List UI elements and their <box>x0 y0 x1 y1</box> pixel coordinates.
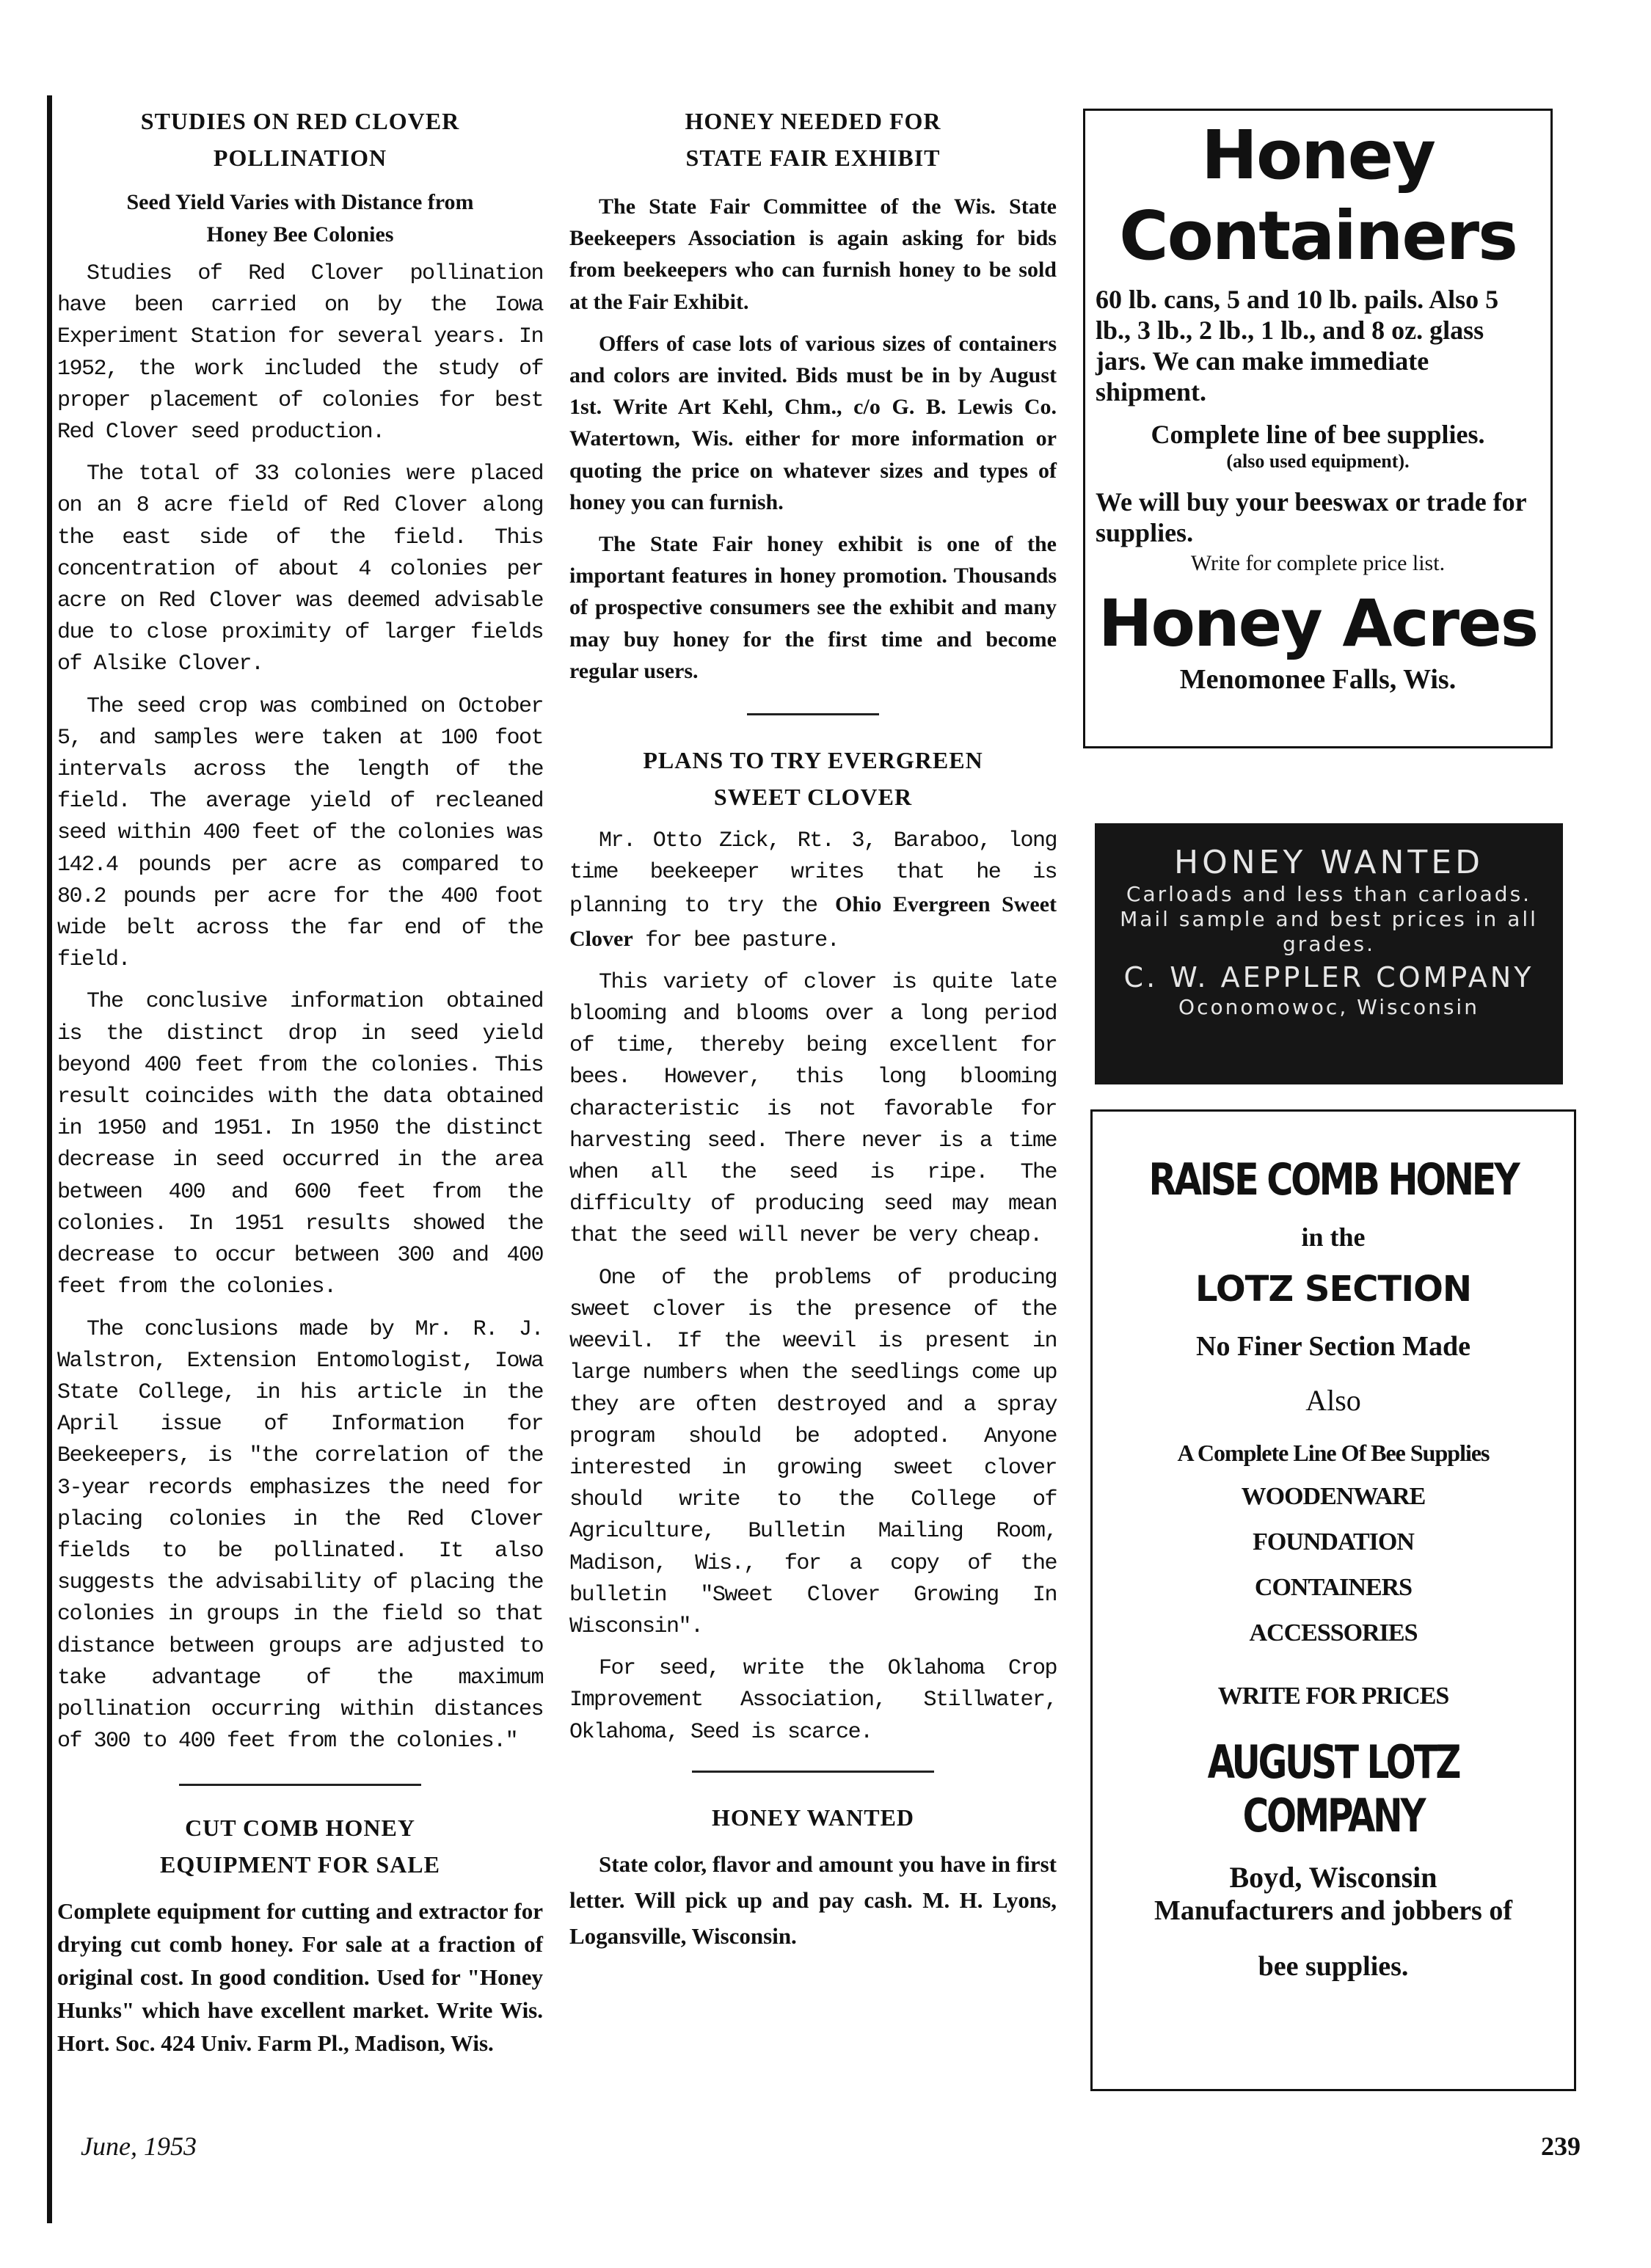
column-middle <box>569 103 1057 1964</box>
article-title: STUDIES ON RED CLOVER <box>140 108 460 134</box>
ad-text: in the <box>1301 1222 1366 1252</box>
ad-text: WRITE FOR PRICES <box>1217 1682 1449 1710</box>
article-body <box>569 191 1057 687</box>
divider <box>179 1784 421 1786</box>
paragraph: The State Fair Committee of the Wis. State Beekeepers Association is again asking for bids from beekeepers who can furnish honey to be sold at the Fair Exhibit. <box>569 194 1057 314</box>
ad-text: Carloads and less than carloads. Mail sample and best prices in all grades. <box>1120 882 1538 956</box>
paragraph: The seed crop was combined on October 5, and samples were taken at 100 foot intervals across the length of the field. The average yield of recleaned seed within 400 feet of the colonies was 142.4 pounds per acre as compared to 80.2 pounds per acre for the 400 foot wide belt across the far end of the field. <box>57 693 543 973</box>
paragraph: The conclusions made by Mr. R. J. Walstron, Extension Entomologist, Iowa State College, in his article in the April issue of Information for Beekeepers, is "the correlation of the 3-year records emphasizes the need for placing colonies in the Red Clover fields to be pollinated. It also suggests the advisability of placing the colonies in groups in the field so that distance between groups are adjusted to take advantage of the maximum pollination occurring within distances of 300 to 400 feet from the colonies." <box>57 1316 543 1754</box>
ad-brand: Honey Acres <box>1098 586 1538 661</box>
ad-location: Oconomowoc, Wisconsin <box>1178 995 1479 1019</box>
ad-location: Menomonee Falls, Wis. <box>1179 664 1457 695</box>
ad-title: Honey <box>1200 116 1435 194</box>
divider <box>692 1771 934 1773</box>
paragraph: Offers of case lots of various sizes of containers and colors are invited. Bids must be in by August 1st. Write Art Kehl, Chm., c/o G. B. Lewis Co. Watertown, Wis. either for more information or quoting the price on whatever sizes and types of honey you can furnish. <box>569 331 1057 514</box>
ad-item: CONTAINERS <box>1254 1574 1413 1601</box>
article-title: SWEET CLOVER <box>713 784 913 811</box>
article-body <box>57 258 543 1757</box>
paragraph: For seed, write the Oklahoma Crop Improvement Association, Stillwater, Oklahoma, Seed is scarce. <box>569 1656 1057 1745</box>
subtitle-line: Seed Yield Varies with Distance from <box>126 190 474 214</box>
article-body <box>57 1895 543 2060</box>
paragraph: Complete equipment for cutting and extractor for drying cut comb honey. For sale at a fraction of original cost. In good condition. Used for "Honey Hunks" which have excellent market. Write Wis. Hort. Soc. 424 Univ. Farm Pl., Madison, Wis. <box>57 1898 543 2057</box>
article-subtitle <box>57 186 543 251</box>
article-title: PLANS TO TRY EVERGREEN <box>643 747 983 774</box>
ad-text: No Finer Section Made <box>1196 1331 1470 1362</box>
ad-company: AUGUST LOTZ COMPANY <box>1207 1735 1459 1842</box>
ad-text: Write for complete price list. <box>1190 551 1446 575</box>
paragraph: Studies of Red Clover pollination have been carried on by the Iowa Experiment Station for several years. In 1952, the work included the study of proper placement of colonies for best Red Clover seed production. <box>57 261 543 445</box>
ad-company: C. W. AEPPLER COMPANY <box>1123 961 1534 993</box>
left-margin-rule <box>47 95 52 2223</box>
column-left <box>57 103 543 2070</box>
ad-text: A Complete Line Of Bee Supplies <box>1177 1440 1490 1466</box>
paragraph <box>569 825 1057 957</box>
ad-title: HONEY WANTED <box>1174 844 1484 881</box>
paragraph: One of the problems of producing sweet clover is the presence of the weevil. If the weevil is present in large numbers when the seedlings come up they are often destroyed and a spray program should be adopted. Anyone interested in growing sweet clover should write to the College of Agriculture, Bulletin Mailing Room, Madison, Wis., for a copy of the bulletin "Sweet Clover Growing In Wisconsin". <box>569 1265 1057 1639</box>
ad-honey-containers <box>1083 109 1553 748</box>
ad-item: FOUNDATION <box>1253 1528 1414 1556</box>
ad-text: bee supplies. <box>1258 1951 1409 1982</box>
article-title: HONEY NEEDED FOR <box>685 108 941 134</box>
ad-headline: RAISE COMB HONEY <box>1148 1154 1518 1206</box>
page-number: 239 <box>1541 2132 1581 2161</box>
emphasis-text: Ohio Evergreen Sweet Clover <box>569 892 1057 951</box>
article-body <box>569 825 1057 1749</box>
ad-location: Boyd, Wisconsin <box>1229 1861 1437 1894</box>
paragraph: The total of 33 colonies were placed on an 8 acre field of Red Clover along the east side of the field. This concentration of about 4 colonies per acre on Red Clover was deemed advisable due to close proximity of larger fields of Alsike Clover. <box>57 462 543 677</box>
text-run: for bee pasture. <box>633 927 839 953</box>
paragraph: The State Fair honey exhibit is one of the important features in honey promotion. Thousands of prospective consumers see the exhibit and many may buy honey for the first time and become regular users. <box>569 532 1057 683</box>
article-title: CUT COMB HONEY <box>185 1815 415 1842</box>
ad-title: Containers <box>1119 197 1517 275</box>
divider <box>747 713 879 715</box>
article-body <box>569 1846 1057 1954</box>
paragraph: This variety of clover is quite late blooming and blooms over a long period of time, thereby being excellent for bees. However, this long blooming characteristic is not favorable for harvesting seed. There never is a time when all the seed is ripe. The difficulty of producing seed may mean that the seed will never be very cheap. <box>569 969 1057 1249</box>
article-title: HONEY WANTED <box>711 1804 915 1831</box>
ad-aeppler-honey-wanted <box>1095 823 1563 1084</box>
footer-date: June, 1953 <box>81 2132 197 2161</box>
ad-lotz-company <box>1090 1109 1576 2091</box>
article-title: POLLINATION <box>213 145 387 171</box>
ad-text: (also used equipment). <box>1226 451 1410 472</box>
paragraph: State color, flavor and amount you have in first letter. Will pick up and pay cash. M. H. Lyons, Logansville, Wisconsin. <box>569 1851 1057 1949</box>
article-title: STATE FAIR EXHIBIT <box>685 145 941 171</box>
ad-text: Complete line of bee supplies. <box>1151 420 1485 449</box>
ad-item: ACCESSORIES <box>1249 1619 1418 1647</box>
ad-text: We will buy your beeswax or trade for supplies. <box>1096 487 1526 547</box>
ad-item: WOODENWARE <box>1241 1483 1426 1510</box>
ad-text: 60 lb. cans, 5 and 10 lb. pails. Also 5 lb., 3 lb., 2 lb., 1 lb., and 8 oz. glass jars. We can make immediate shipment. <box>1096 285 1499 406</box>
ad-text: LOTZ SECTION <box>1195 1269 1472 1310</box>
paragraph: The conclusive information obtained is the distinct drop in seed yield beyond 400 feet from the colonies. This result coincides with the data obtained in 1950 and 1951. In 1950 the distinct decrease in seed occurred in the area between 400 and 600 feet from the colonies. In 1951 results showed the decrease to occur between 300 and 400 feet from the colonies. <box>57 989 543 1300</box>
article-title: EQUIPMENT FOR SALE <box>160 1851 440 1878</box>
ad-text: Also <box>1305 1384 1361 1417</box>
text-run: Mr. Otto Zick, Rt. 3, Baraboo, long time beekeeper writes that he is planning to try the <box>569 828 1057 919</box>
ad-text: Manufacturers and jobbers of <box>1153 1895 1512 1926</box>
subtitle-line: Honey Bee Colonies <box>206 222 394 247</box>
